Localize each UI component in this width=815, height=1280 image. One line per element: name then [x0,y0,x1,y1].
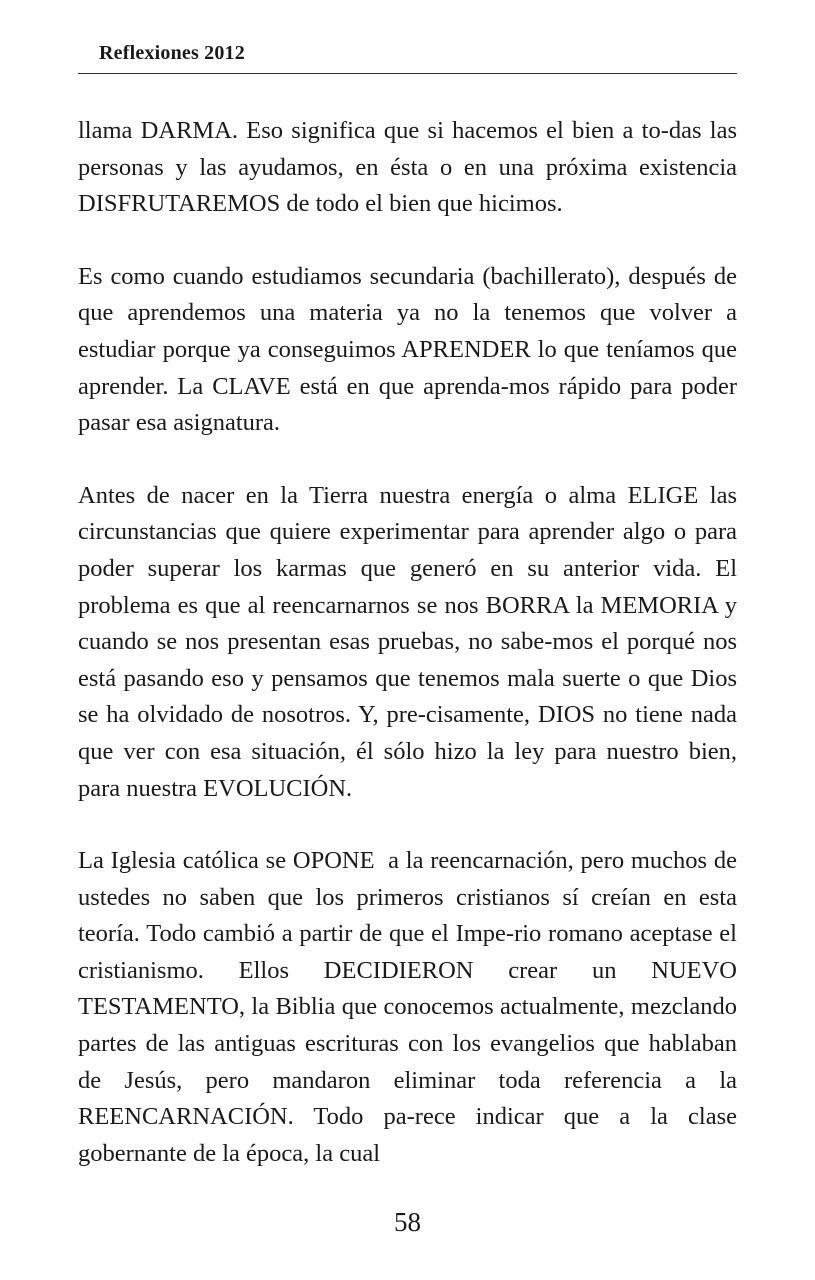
header-title: Reflexiones 2012 [99,42,245,64]
running-header [78,40,737,74]
paragraph-iglesia-catolica: La Iglesia católica se OPONE a la reencarnación, pero muchos de ustedes no saben que los primeros cristianos sí creían en esta teoría. Todo cambió a partir de que el Impe-rio romano aceptase el cristianismo. Ellos DECIDIERON crear un NUEVO TESTAMENTO, la Biblia que conocemos actualmente, mezclando partes de las antiguas escrituras con los evangelios que hablaban de Jesús, pero mandaron eliminar toda referencia a la REENCARNACIÓN. Todo pa-rece indicar que a la clase gobernante de la época, la cual [78,847,744,1167]
page-number: 58 [394,1207,421,1237]
body-text [78,113,744,1208]
paragraph-antes-de-nacer: Antes de nacer en la Tierra nuestra energía o alma ELIGE las circunstancias que quiere experimentar para aprender algo o para poder superar los karmas que generó en su anterior vida. El problema es que al reencarnarnos se nos BORRA la MEMORIA y cuando se nos presentan esas pruebas, no sabe-mos el porqué nos está pasando eso y pensamos que tenemos mala suerte o que Dios se ha olvidado de nosotros. Y, pre-cisamente, DIOS no tiene nada que ver con esa situación, él sólo hizo la ley para nuestro bien, para nuestra EVOLUCIÓN. [78,481,744,802]
paragraph-secundaria: Es como cuando estudiamos secundaria (bachillerato), después de que aprendemos una materia ya no la tenemos que volver a estudiar porque ya conseguimos APRENDER lo que teníamos que aprender. La CLAVE está en que aprenda-mos rápido para poder pasar esa asignatura. [78,262,744,437]
paragraph-darma: llama DARMA. Eso significa que si hacemos el bien a to-das las personas y las ayudamos, en ésta o en una próxima existencia DISFRUTAREMOS de todo el bien que hicimos. [78,117,744,218]
